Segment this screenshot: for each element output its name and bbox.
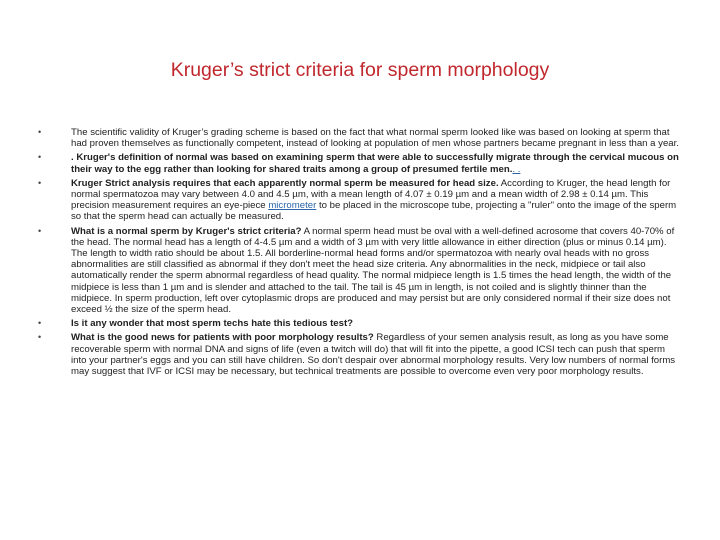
bullet-bold-text: Kruger Strict analysis requires that each apparently normal sperm be measured for head size. [71, 177, 499, 189]
bullet-item [38, 178, 683, 223]
bullet-icon: • [38, 177, 42, 188]
bullet-text: The scientific validity of Kruger’s grading scheme is based on the fact that what normal sperm looked like was based on looking at sperm that had proven themselves as functionally competent, instead of looking at population of men whose partners became pregnant in less than a year. [71, 127, 679, 150]
bullet-text: A normal sperm head must be oval with a well-defined acrosome that covers 40-70% of the head. The normal head has a length of 4-4.5 µm and a width of 3 µm with very little allowance in either direction (plus or minus 0.14 µm). The length to width ratio should be about 1.5. All borderline-normal head forms and/or spermatozoa with nearly oval heads with no gross abnormalities are still classified as abnormal if they don't meet the head size criteria. Any abnormalities in the neck, midpiece or tail also automatically render the sperm abnormal regardless of head quality. The normal midpiece length is 1.5 times the head length, the width of the midpiece is less than 1 µm and is slender and attached to the tail. The tail is 45 µm in length, is not coiled and is slightly thinner than the midpiece. In sperm production, left over cytoplasmic drops are produced and may persist but are only considered normal if their size does not exceed ½ the size of the sperm head. [71, 225, 675, 316]
bullet-icon: • [38, 318, 42, 329]
bullet-text: Regardless of your semen analysis result, as long as you have some recoverable sperm with normal DNA and signs of life (even a twitch will do) that will fit into the pipette, a good ICSI tech can push that sperm into your partner's eggs and you can still have children. So don't despair over abnormal morphology results. Very low numbers of normal forms may suggest that IVF or ICSI may be necessary, but technical treatments are possible to overcome even very poor morphology results. [71, 332, 676, 378]
slide-title: Kruger’s strict criteria for sperm morphology [170, 59, 550, 81]
bullet-icon: • [38, 332, 42, 343]
bullet-icon: • [38, 225, 42, 236]
bullet-item [38, 318, 683, 329]
bullet-item [38, 127, 683, 149]
bullet-item [38, 152, 683, 174]
bullet-bold-text: Is it any wonder that most sperm techs hate this tedious test? [71, 318, 354, 330]
bullet-icon: • [38, 152, 42, 163]
bullet-bold-text: What is a normal sperm by Kruger's strict criteria? [71, 225, 302, 237]
micrometer-link[interactable]: micrometer [268, 200, 317, 212]
bullet-bold-text: . Kruger's definition of normal was based on examining sperm that were able to successfully migrate through the cervical mucous on their way to the egg rather than looking for shared traits among a group of presumed fertile men. [71, 152, 679, 175]
bullet-text: According to Kruger, the head length for normal spermatozoa may vary between 4.0 and 4.5 µm, with a mean length of 4.07 ± 0.19 µm and a mean width of 2.98 ± 0.14 µm. This precision measurement requires an eye-piece [71, 177, 671, 212]
bullet-item [38, 226, 683, 316]
bullet-text-after: to be placed in the microscope tube, projecting a "ruler" onto the image of the sperm so that the sperm head can actually be measured. [71, 200, 677, 223]
bullet-list [38, 127, 683, 380]
bullet-icon: • [38, 127, 42, 137]
inline-link[interactable]: . . [512, 163, 521, 175]
bullet-bold-text: What is the good news for patients with poor morphology results? [71, 332, 374, 344]
bullet-item [38, 332, 683, 377]
